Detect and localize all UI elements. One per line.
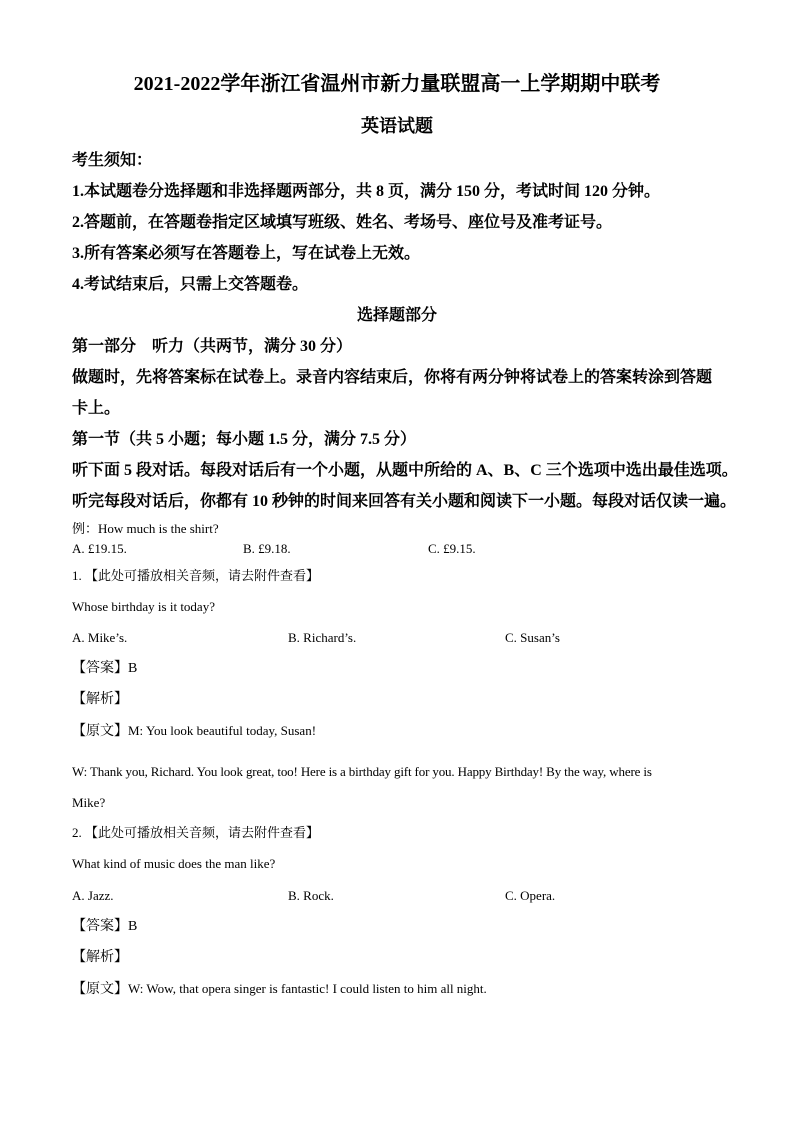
section-title: 选择题部分 xyxy=(356,307,437,324)
sub1-instruction: 听完每段对话后，你都有 10 秒钟的时间来回答有关小题和阅读下一小题。每段对话仅读一遍。 xyxy=(72,493,737,510)
q1-source-text: W: Thank you, Richard. You look great, too! Here is a birthday gift for you. Happy Birthday! By the way, where is xyxy=(72,764,652,779)
example-option-c: C. £9.15. xyxy=(428,541,476,556)
sub1-instruction: 听下面 5 段对话。每段对话后有一个小题，从题中所给的 A、B、C 三个选项中选出最佳选项。 xyxy=(72,462,738,479)
part1-instruction: 卡上。 xyxy=(72,400,121,417)
page-subtitle: 英语试题 xyxy=(361,116,433,136)
part1-title: 第一部分 听力（共两节，满分 30 分） xyxy=(72,338,353,355)
notice-item: 2.答题前，在答题卷指定区域填写班级、姓名、考场号、座位号及准考证号。 xyxy=(72,214,613,231)
notice-heading: 考生须知： xyxy=(72,152,153,169)
q1-source-text: Mike? xyxy=(72,795,106,810)
q2-option-c: C. Opera. xyxy=(505,888,556,903)
q1-option-c: C. Susan’s xyxy=(505,630,560,645)
q2-audio-note: 2. 【此处可播放相关音频，请去附件查看】 xyxy=(72,825,320,840)
page-title: 2021-2022学年浙江省温州市新力量联盟高一上学期期中联考 xyxy=(133,73,661,95)
q1-source-tag: 【原文】 xyxy=(72,724,128,739)
q1-question: Whose birthday is it today? xyxy=(72,599,215,614)
q2-option-a: A. Jazz. xyxy=(72,888,114,903)
q2-analysis: 【解析】 xyxy=(72,950,128,965)
q2-option-b: B. Rock. xyxy=(288,888,334,903)
example-option-b: B. £9.18. xyxy=(243,541,291,556)
q1-option-b: B. Richard’s. xyxy=(288,630,357,645)
q1-option-a: A. Mike’s. xyxy=(72,630,128,645)
q1-analysis: 【解析】 xyxy=(72,692,128,707)
sub1-title: 第一节（共 5 小题；每小题 1.5 分，满分 7.5 分） xyxy=(72,431,417,448)
q2-source-tag: 【原文】 xyxy=(72,982,128,997)
q2-answer: 【答案】B xyxy=(72,919,138,934)
q1-answer: 【答案】B xyxy=(72,661,138,676)
q1-audio-note: 1. 【此处可播放相关音频，请去附件查看】 xyxy=(72,568,320,583)
q1-source-line xyxy=(72,724,316,739)
notice-item: 4.考试结束后，只需上交答题卷。 xyxy=(72,276,309,293)
q2-question: What kind of music does the man like? xyxy=(72,856,276,871)
notice-item: 1.本试题卷分选择题和非选择题两部分，共 8 页，满分 150 分，考试时间 120 分钟。 xyxy=(72,183,661,200)
q2-source-line xyxy=(72,982,487,997)
example-question: 例：How much is the shirt? xyxy=(72,521,219,536)
q1-source-text: M: You look beautiful today, Susan! xyxy=(128,723,317,738)
part1-instruction: 做题时，先将答案标在试卷上。录音内容结束后，你将有两分钟将试卷上的答案转涂到答题 xyxy=(72,369,713,386)
q2-source-text: W: Wow, that opera singer is fantastic! I could listen to him all night. xyxy=(128,981,487,996)
example-option-a: A. £19.15. xyxy=(72,541,127,556)
notice-item: 3.所有答案必须写在答题卷上，写在试卷上无效。 xyxy=(72,245,421,262)
